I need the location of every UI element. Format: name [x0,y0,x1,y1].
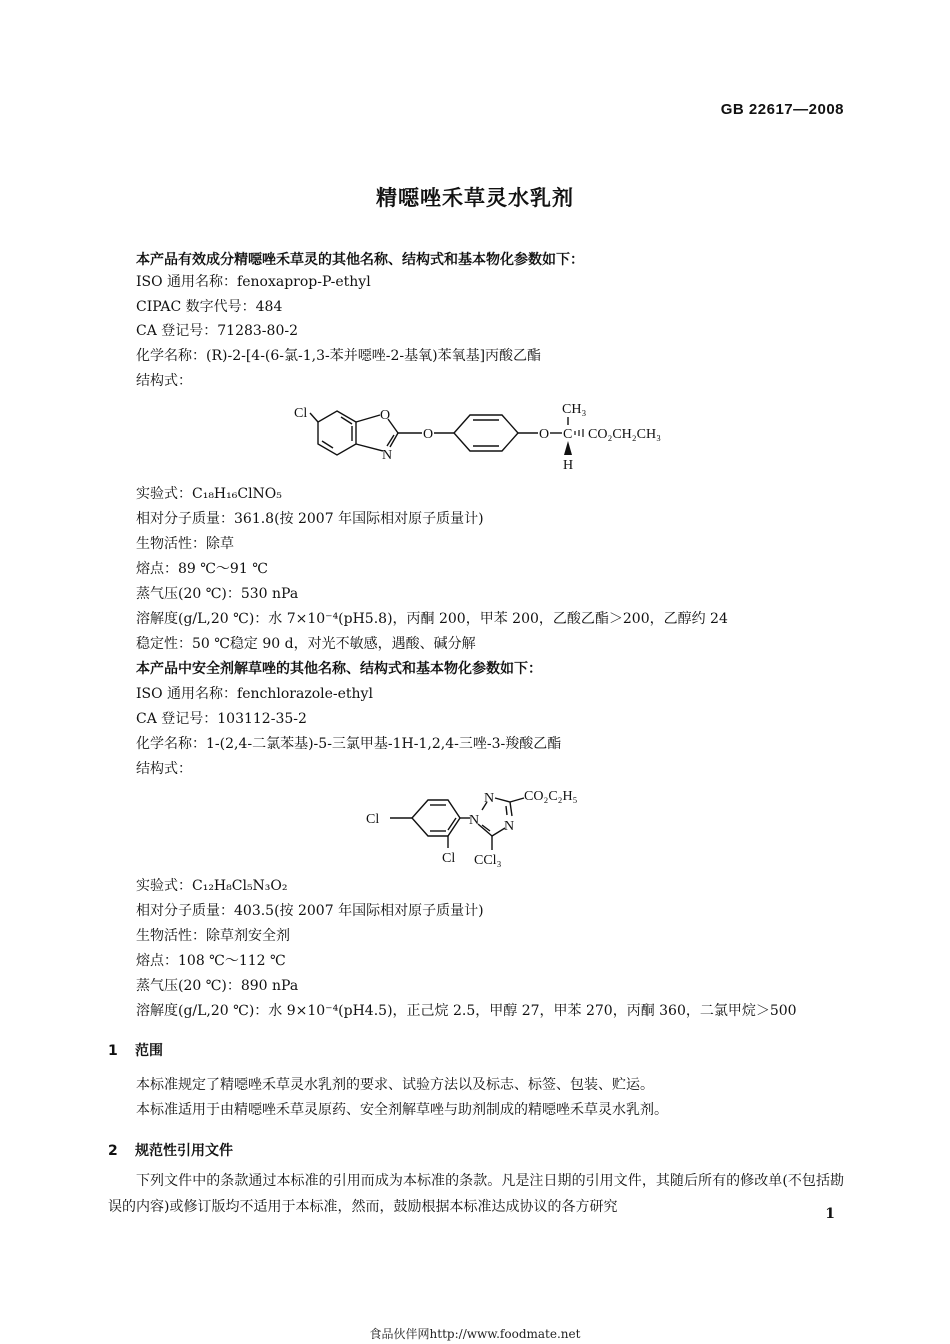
safener-solubility: 溶解度(g/L,20 ℃)：水 9×10⁻⁴(pH4.5)，正己烷 2.5，甲醇 27，甲苯 270，丙酮 360，二氯甲烷＞500 [136,1003,797,1019]
safener-mol-mass: 相对分子质量：403.5(按 2007 年国际相对原子质量计) [136,903,484,919]
active-bioactivity: 生物活性：除草 [136,536,234,552]
safener-ca-reg: CA 登记号：103112-35-2 [136,711,307,727]
active-structure-label: 结构式： [136,373,192,389]
triazole-n2-label: N [484,791,495,806]
safener-melting: 熔点：108 ℃～112 ℃ [136,953,286,969]
active-melting: 熔点：89 ℃～91 ℃ [136,561,268,577]
safener-chem-name: 化学名称：1-(2,4-二氯苯基)-5-三氯甲基-1H-1,2,4-三唑-3-羧酸乙酯 [136,736,562,752]
safener-bioactivity: 生物活性：除草剂安全剂 [136,928,290,944]
safener-formula: 实验式：C₁₂H₈Cl₅N₃O₂ [136,878,288,894]
chiral-c-label: C [563,427,573,442]
section-1-heading [108,1040,163,1060]
triazole-n4-label: N [504,819,515,834]
triazole-n1-label: N [469,813,480,828]
section-1-title: 范围 [135,1043,163,1059]
oxazole-n-label: N [382,448,393,463]
page-number: 1 [825,1206,835,1222]
section-2-title: 规范性引用文件 [135,1143,233,1159]
document-title: 精噁唑禾草灵水乳剂 [376,186,574,210]
fenoxaprop-structure [290,395,670,475]
section-1-number: 1 [108,1043,118,1059]
active-mol-mass: 相对分子质量：361.8(按 2007 年国际相对原子质量计) [136,511,484,527]
active-chem-name: 化学名称：(R)-2-[4-(6-氯-1,3-苯并噁唑-2-基氧)苯氧基]丙酸乙酯 [136,348,542,364]
section-2-para-1: 下列文件中的条款通过本标准的引用而成为本标准的条款。凡是注日期的引用文件，其随后所有的修改单(不包括勘误的内容)或修订版均不适用于本标准，然而，鼓励根据本标准达成协议的各方研究 [108,1173,844,1215]
active-solubility: 溶解度(g/L,20 ℃)：水 7×10⁻⁴(pH5.8)，丙酮 200，甲苯 200，乙酸乙酯＞200，乙醇约 24 [136,611,728,627]
cl-para-label: Cl [366,812,380,827]
section-1-para-1: 本标准规定了精噁唑禾草灵水乳剂的要求、试验方法以及标志、标签、包装、贮运。 [136,1077,654,1093]
footer-watermark: 食品伙伴网http://www.foodmate.net [369,1327,581,1341]
active-stability: 稳定性：50 ℃稳定 90 d，对光不敏感，遇酸、碱分解 [136,636,476,652]
ccl3-label: CCl₃ [474,853,502,868]
standard-code: GB 22617—2008 [720,101,844,118]
cl-ortho-label: Cl [442,851,456,866]
fenchlorazole-structure [360,782,600,872]
active-iso-name: ISO 通用名称：fenoxaprop-P-ethyl [136,274,371,290]
section-1-para-2: 本标准适用于由精噁唑禾草灵原药、安全剂解草唑与助剂制成的精噁唑禾草灵水乳剂。 [136,1102,668,1118]
safener-structure-label: 结构式： [136,761,192,777]
safener-vapor: 蒸气压(20 ℃)：890 nPa [136,978,299,994]
active-ca-reg: CA 登记号：71283-80-2 [136,323,298,339]
active-vapor: 蒸气压(20 ℃)：530 nPa [136,586,299,602]
ester-label: CO₂CH₂CH₃ [588,427,661,442]
safener-ester-label: CO₂C₂H₅ [524,789,578,804]
section-2-number: 2 [108,1143,118,1159]
safener-intro: 本产品中安全剂解草唑的其他名称、结构式和基本物化参数如下： [136,661,542,677]
ether-o1-label: O [423,427,434,442]
ether-o2-label: O [539,427,550,442]
active-cipac: CIPAC 数字代号：484 [136,299,283,315]
section-2-heading [108,1140,233,1160]
safener-iso-name: ISO 通用名称：fenchlorazole-ethyl [136,686,373,702]
h-label: H [563,458,574,473]
oxazole-o-label: O [380,408,391,423]
active-intro: 本产品有效成分精噁唑禾草灵的其他名称、结构式和基本物化参数如下： [136,252,584,268]
cl-label: Cl [294,406,308,421]
active-formula: 实验式：C₁₈H₁₆ClNO₅ [136,486,282,502]
ch3-label: CH₃ [562,402,587,417]
